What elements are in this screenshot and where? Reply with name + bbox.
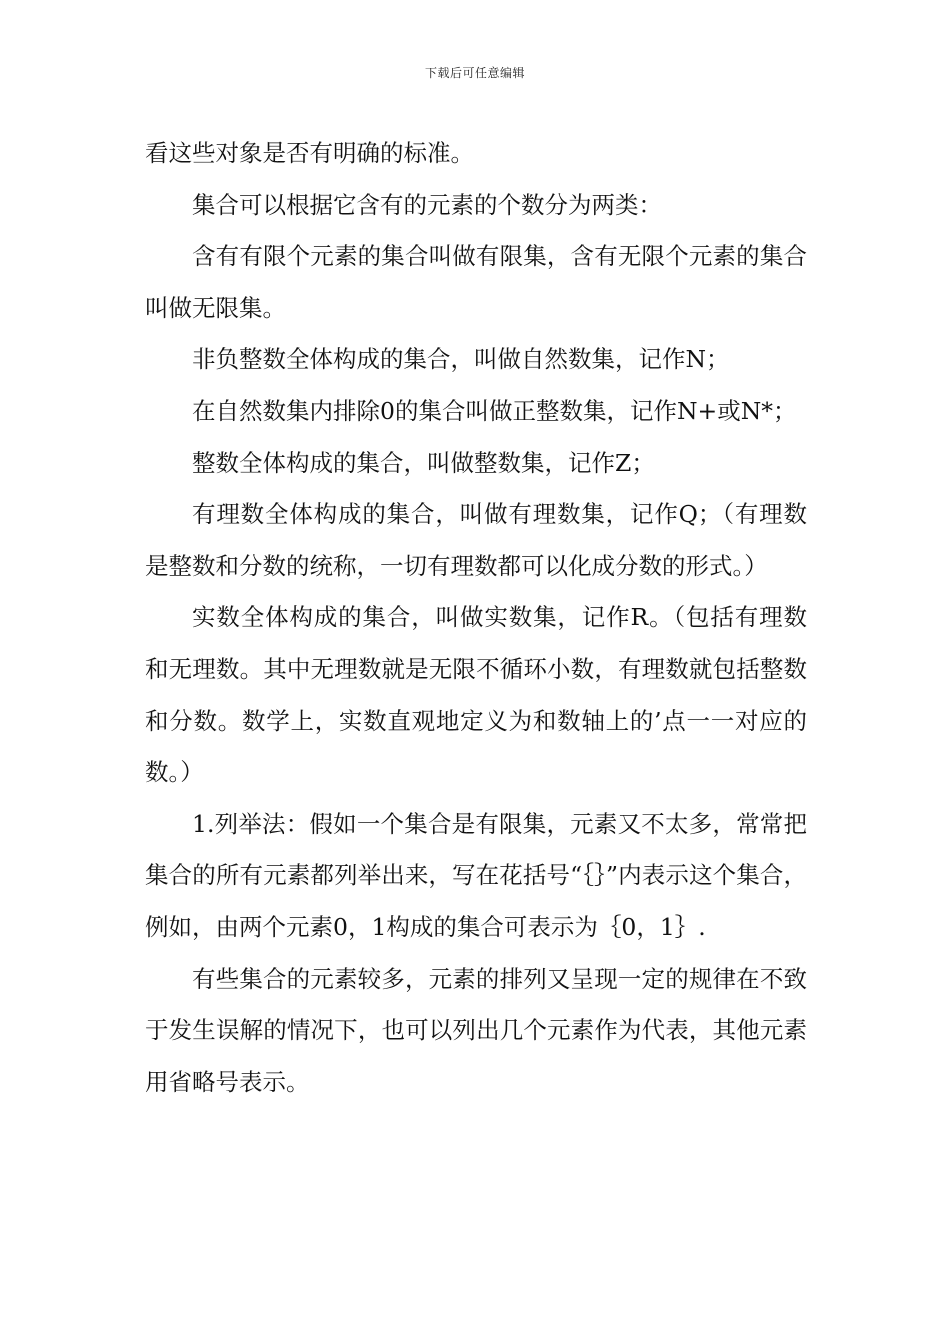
paragraph: 非负整数全体构成的集合，叫做自然数集，记作N； <box>192 345 730 374</box>
paragraph: 整数全体构成的集合，叫做整数集，记作Z； <box>192 448 655 477</box>
paragraph: 含有有限个元素的集合叫做有限集，含有无限个元素的集合叫做无限集。 <box>145 242 807 322</box>
paragraph: 看这些对象是否有明确的标准。 <box>145 139 474 167</box>
document-body <box>145 128 807 1108</box>
page-header: 下载后可任意编辑 <box>424 66 525 80</box>
paragraph: 1.列举法：假如一个集合是有限集，元素又不太多，常常把集合的所有元素都列举出来，写在花括号“｛｝”内表示这个集合，例如，由两个元素0，1构成的集合可表示为｛0，1｝. <box>145 809 807 941</box>
paragraph: 在自然数集内排除0的集合叫做正整数集，记作N+或N*； <box>192 396 797 425</box>
paragraph: 集合可以根据它含有的元素的个数分为两类： <box>192 190 662 219</box>
paragraph: 实数全体构成的集合，叫做实数集，记作R。（包括有理数和无理数。其中无理数就是无限不循环小数，有理数就包括整数和分数。数学上，实数直观地定义为和数轴上的’点一一对应的数。） <box>145 603 807 787</box>
paragraph: 有些集合的元素较多，元素的排列又呈现一定的规律在不致于发生误解的情况下，也可以列出几个元素作为代表，其他元素用省略号表示。 <box>145 964 807 1096</box>
paragraph: 有理数全体构成的集合，叫做有理数集，记作Q；（有理数是整数和分数的统称，一切有理数都可以化成分数的形式。） <box>145 500 807 580</box>
